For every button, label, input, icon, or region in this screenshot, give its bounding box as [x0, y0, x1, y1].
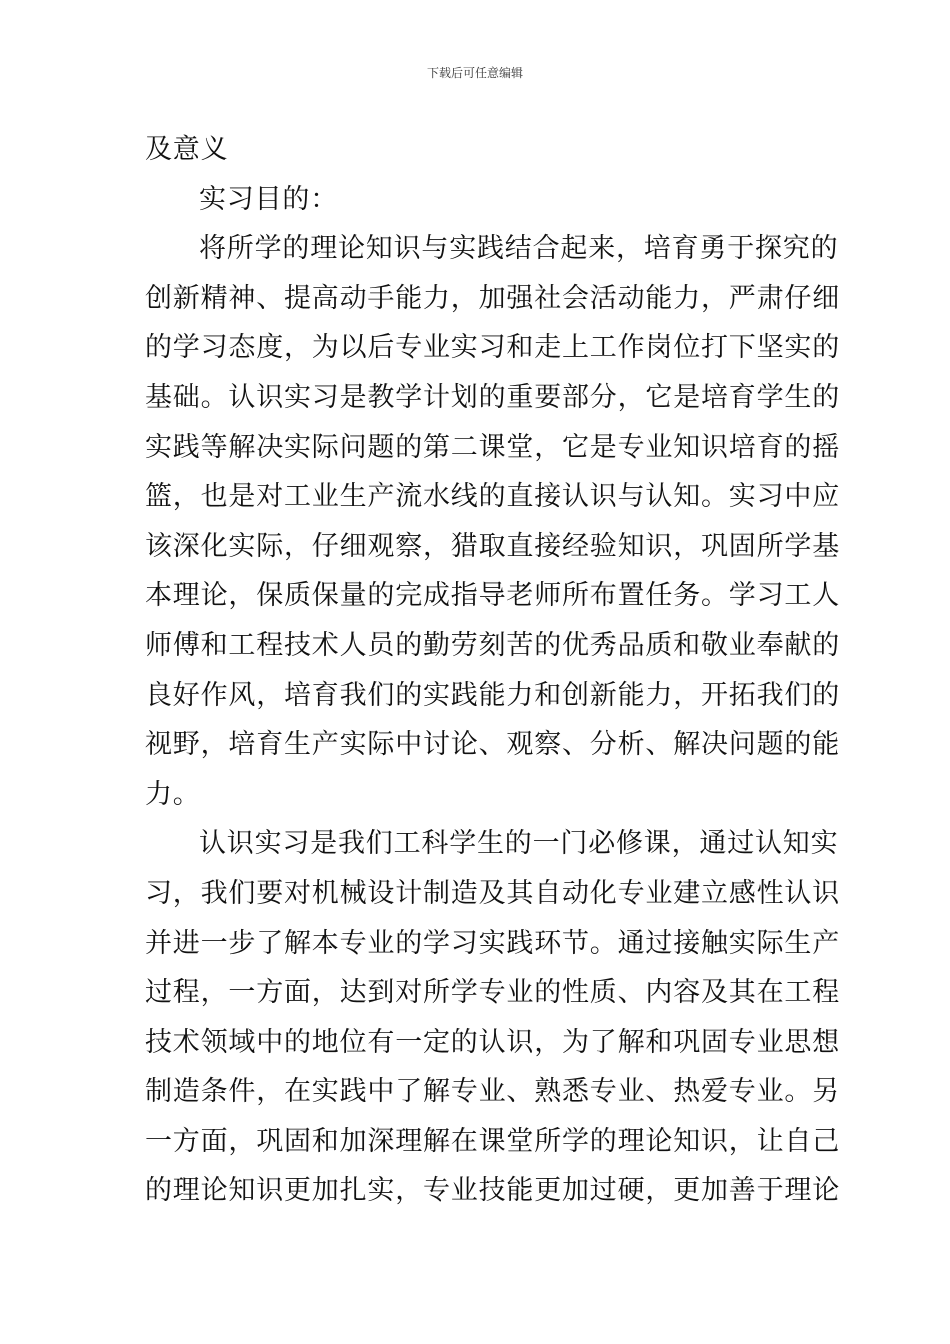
text-line-10: 师傅和工程技术人员的勤劳刻苦的优秀品质和敬业奉献的: [145, 629, 840, 661]
text-line-7: 篮，也是对工业生产流水线的直接认识与认知。实习中应: [145, 481, 840, 513]
text-line-0: 及意义: [145, 134, 229, 165]
text-line-16: 并进一步了解本专业的学习实践环节。通过接触实际生产: [145, 927, 840, 959]
page-header: 下载后可任意编辑: [426, 66, 523, 80]
document-body: [145, 125, 840, 1216]
text-line-12: 视野，培育生产实际中讨论、观察、分析、解决问题的能: [145, 729, 840, 761]
text-line-8: 该深化实际，仔细观察，猎取直接经验知识，巩固所学基: [145, 530, 840, 562]
text-line-13: 力。: [145, 778, 201, 810]
text-line-17: 过程，一方面，达到对所学专业的性质、内容及其在工程: [145, 977, 840, 1009]
text-line-3: 创新精神、提高动手能力，加强社会活动能力，严肃仔细: [145, 282, 840, 314]
text-line-14: 认识实习是我们工科学生的一门必修课，通过认知实: [199, 828, 839, 860]
text-line-4: 的学习态度，为以后专业实习和走上工作岗位打下坚实的: [145, 332, 840, 364]
text-line-11: 良好作风，培育我们的实践能力和创新能力，开拓我们的: [145, 679, 840, 711]
text-line-21: 的理论知识更加扎实，专业技能更加过硬，更加善于理论: [145, 1175, 840, 1207]
text-line-18: 技术领域中的地位有一定的认识，为了解和巩固专业思想: [145, 1026, 840, 1058]
text-line-5: 基础。认识实习是教学计划的重要部分，它是培育学生的: [145, 381, 840, 413]
text-line-6: 实践等解决实际问题的第二课堂，它是专业知识培育的摇: [145, 431, 840, 463]
text-line-19: 制造条件，在实践中了解专业、熟悉专业、热爱专业。另: [145, 1076, 840, 1108]
text-line-9: 本理论，保质保量的完成指导老师所布置任务。学习工人: [145, 580, 840, 612]
text-line-2: 将所学的理论知识与实践结合起来，培育勇于探究的: [199, 233, 839, 265]
text-line-1: 实习目的：: [199, 183, 338, 215]
text-line-20: 一方面，巩固和加深理解在课堂所学的理论知识，让自己: [145, 1125, 840, 1157]
text-line-15: 习，我们要对机械设计制造及其自动化专业建立感性认识: [145, 877, 840, 909]
